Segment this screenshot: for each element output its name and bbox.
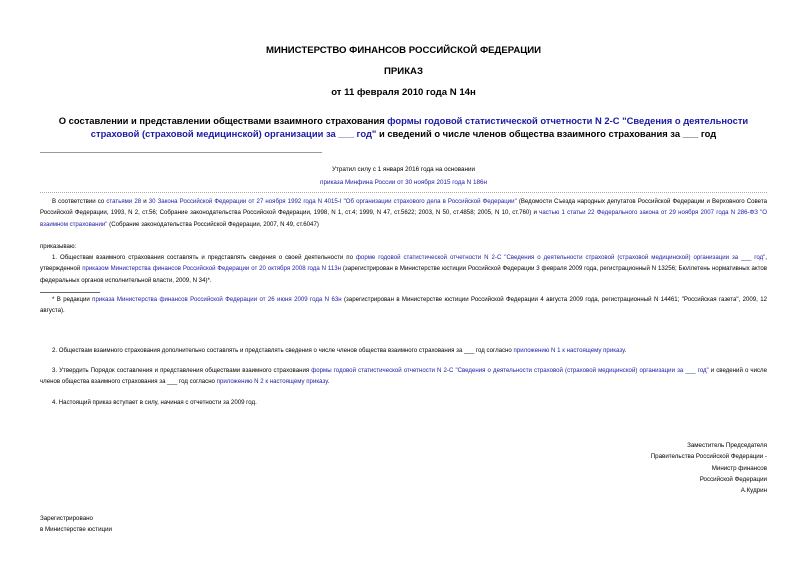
- signature-line-1: Заместитель Председателя: [687, 442, 767, 449]
- item-3-text-2: и сведений о числе членов общества взаимного страхования за ___ год согласно: [40, 367, 767, 386]
- document-title: [40, 115, 767, 140]
- item-1-text-2: , утвержденной: [40, 254, 767, 273]
- item-3-form-link[interactable]: формы годовой статистической отчетности N 2-С "Сведения о деятельности страховой (страховой медицинской) организации за ___ год": [311, 367, 709, 374]
- repeal-order-link[interactable]: приказа Минфина России от 30 ноября 2015 года N 186н: [320, 179, 487, 186]
- order-word: приказываю:: [40, 243, 77, 250]
- item-4-paragraph: 4. Настоящий приказ вступает в силу, начиная с отчетности за 2009 год.: [52, 399, 257, 406]
- registration-block: [40, 513, 112, 536]
- item-2-text-2: .: [624, 347, 627, 354]
- item-1-text-1: 1. Обществам взаимного страхования составлять и представлять сведения о своей деятельности по: [52, 254, 356, 261]
- item-1-text-3: (зарегистрирован в Министерстве юстиции Российской Федерации 3 февраля 2009 года, регистрационный N 13256; Бюллетень нормативных актов федеральных органов исполнительной власти, 2009, N 34)*.: [40, 265, 767, 284]
- item-2-text-1: 2. Обществам взаимного страхования дополнительно составлять и представлять сведения о числе членов общества взаимного страхования за ___ год согласно: [52, 347, 514, 354]
- footnote-text-2: (зарегистрирован в Министерстве юстиции Российской Федерации 4 августа 2009 года, регистрационный N 14461; "Российская газета", 2009, 12 августа).: [40, 296, 767, 315]
- repeal-status-text: Утратил силу с 1 января 2016 года на основании: [331, 166, 476, 173]
- order-113n-link[interactable]: приказом Министерства финансов Российской Федерации от 20 октября 2008 года N 113н: [82, 265, 342, 273]
- preamble-paragraph: [40, 196, 767, 230]
- preamble-text-4: (Собрание законодательства Российской Федерации, 2007, N 49, ст.6047): [107, 220, 319, 228]
- appendix-1-link[interactable]: приложению N 1 к настоящему приказу: [513, 347, 625, 354]
- item-1-paragraph: [40, 252, 767, 286]
- item-3-paragraph: [40, 365, 767, 388]
- item-3-text-1: 3. Утвердить Порядок составления и представления обществами взаимного страхования: [52, 367, 312, 374]
- item-3-text-3: .: [327, 378, 330, 386]
- appendix-2-link[interactable]: приложению N 2 к настоящему приказу: [216, 378, 328, 386]
- document-type: ПРИКАЗ: [384, 66, 423, 77]
- ministry-name: МИНИСТЕРСТВО ФИНАНСОВ РОССИЙСКОЙ ФЕДЕРАЦИИ: [265, 45, 542, 56]
- registration-line-1: Зарегистрировано: [40, 515, 93, 522]
- preamble-text-1: В соответствии со: [52, 198, 107, 205]
- document-date-number: от 11 февраля 2010 года N 14н: [331, 87, 476, 98]
- repeal-order-link-wrap: [0, 177, 807, 188]
- footnote-text-1: * В редакции: [52, 296, 93, 303]
- signature-name: А.Кудрин: [740, 487, 767, 495]
- article-28-link[interactable]: статьями 28: [106, 198, 142, 205]
- order-63n-link[interactable]: приказа Министерства финансов Российской Федерации от 26 июня 2009 года N 63н: [92, 296, 342, 303]
- footnote-paragraph: [40, 294, 767, 317]
- signature-line-2: Правительства Российской Федерации -: [650, 453, 767, 461]
- title-text-2: и сведений о числе членов общества взаимного страхования за ___ год: [376, 127, 717, 139]
- law-286fz-link[interactable]: частью 1 статьи 22 Федерального закона от 29 ноября 2007 года N 286-ФЗ "О взаимном страховании": [40, 209, 768, 228]
- preamble-text-3: (Ведомости Съезда народных депутатов Российской Федерации и Верховного Совета Российской Федерации, 1993, N 2, ст.56; Собрание законодательства Российской Федерации, 1998, N 1, ст.4; 1999, N 47, ст.5622; 2003, N 50, ст.4858; 2005, N 10, ст.760) и: [40, 198, 767, 217]
- title-form-link[interactable]: формы годовой статистической отчетности N 2-С "Сведения о деятельности страховой (страховой медицинской) организации за ___ год": [90, 115, 749, 139]
- title-text-1: О составлении и представлении обществами взаимного страхования: [58, 115, 388, 126]
- title-divider: [40, 152, 322, 153]
- preamble-text-2: и: [141, 198, 149, 205]
- registration-line-2: в Министерстве юстиции: [40, 526, 113, 534]
- signature-line-4: Российской Федерации: [699, 475, 767, 483]
- footnote-divider: [40, 292, 100, 293]
- law-4015-link[interactable]: 30 Закона Российской Федерации от 27 ноября 1992 года N 4015-I "Об организации страхового дела в Российской Федерации": [148, 198, 517, 205]
- signature-block: [567, 440, 767, 496]
- item-2-paragraph: [40, 345, 767, 356]
- signature-line-3: Министр финансов: [711, 464, 767, 472]
- status-divider: [40, 192, 767, 193]
- item-1-form-link[interactable]: форме годовой статистической отчетности N 2-С "Сведения о деятельности страховой (страховой медицинской) организации за ___ год": [355, 254, 766, 261]
